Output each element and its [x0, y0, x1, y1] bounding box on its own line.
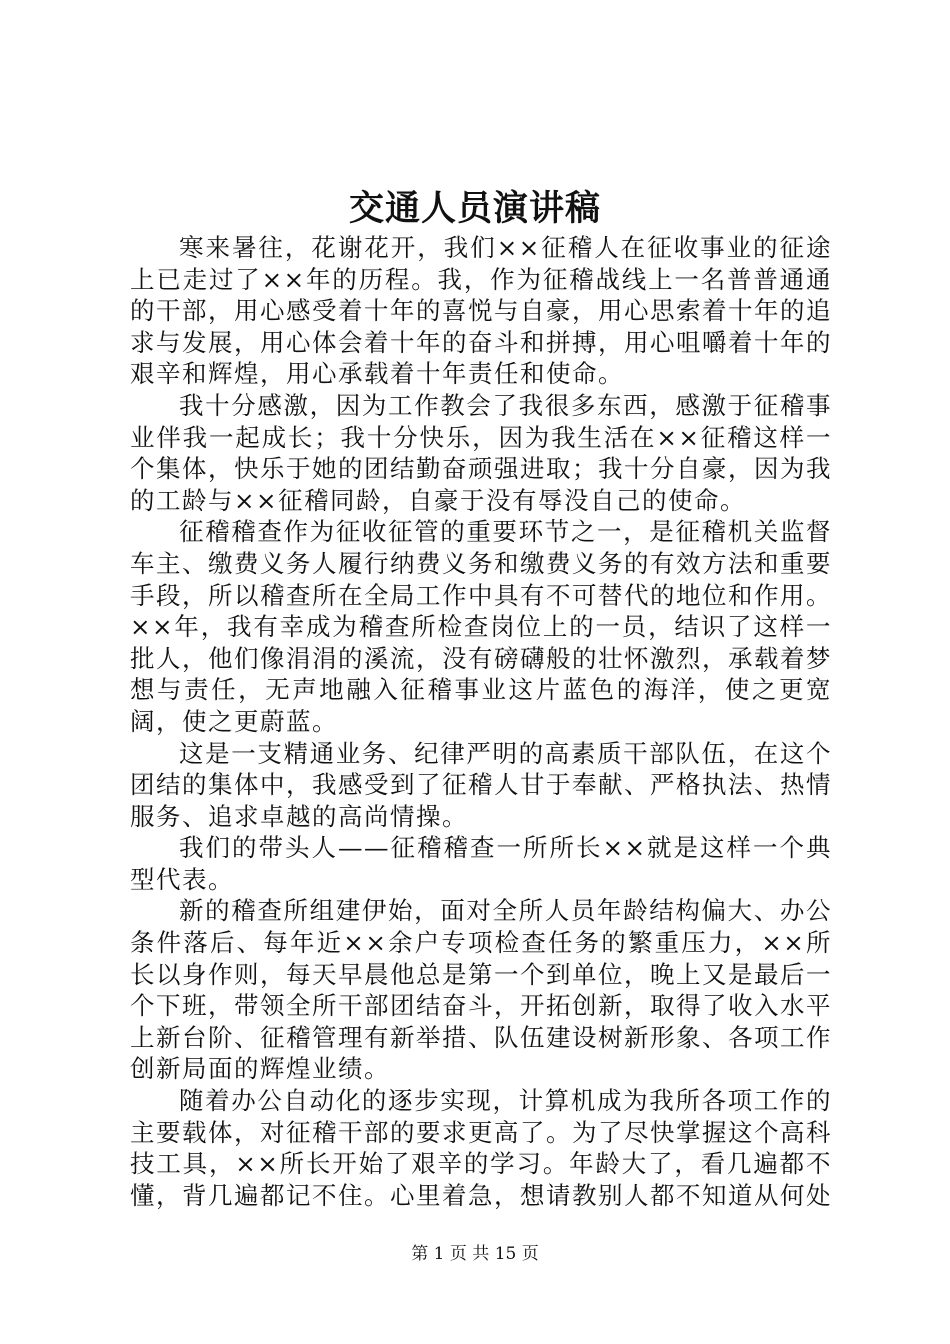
page-title: 交通人员演讲稿	[348, 188, 601, 229]
paragraph-2: 我十分感激，因为工作教会了我很多东西，感激于征稽事业伴我一起成长；我十分快乐，因为我生活在××征稽这样一个集体，快乐于她的团结勤奋顽强进取；我十分自豪，因为我的工龄与××征稽同龄，自豪于没有辱没自己的使命。	[130, 390, 832, 515]
document-body	[130, 232, 832, 1211]
paragraph-5: 我们的带头人——征稽稽查一所所长××就是这样一个典型代表。	[130, 833, 832, 894]
paragraph-3: 征稽稽查作为征收征管的重要环节之一，是征稽机关监督车主、缴费义务人履行纳费义务和缴费义务的有效方法和重要手段，所以稽查所在全局工作中具有不可替代的地位和作用。××年，我有幸成为稽查所检查岗位上的一员，结识了这样一批人，他们像涓涓的溪流，没有磅礴般的壮怀激烈，承载着梦想与责任，无声地融入征稽事业这片蓝色的海洋，使之更宽阔，使之更蔚蓝。	[130, 517, 832, 736]
paragraph-4: 这是一支精通业务、纪律严明的高素质干部队伍，在这个团结的集体中，我感受到了征稽人甘于奉献、严格执法、热情服务、追求卓越的高尚情操。	[130, 738, 832, 831]
paragraph-1: 寒来暑往，花谢花开，我们××征稽人在征收事业的征途上已走过了××年的历程。我，作为征稽战线上一名普普通通的干部，用心感受着十年的喜悦与自豪，用心思索着十年的追求与发展，用心体会着十年的奋斗和拼搏，用心咀嚼着十年的艰辛和辉煌，用心承载着十年责任和使命。	[130, 233, 832, 389]
paragraph-7: 随着办公自动化的逐步实现，计算机成为我所各项工作的主要载体，对征稽干部的要求更高了。为了尽快掌握这个高科技工具，××所长开始了艰辛的学习。年龄大了，看几遍都不懂，背几遍都记不住。心里着急，想请教别人都不知道从何处	[130, 1086, 832, 1210]
paragraph-6: 新的稽查所组建伊始，面对全所人员年龄结构偏大、办公条件落后、每年近××余户专项检查任务的繁重压力，××所长以身作则，每天早晨他总是第一个到单位，晚上又是最后一个下班，带领全所干部团结奋斗，开拓创新，取得了收入水平上新台阶、征稽管理有新举措、队伍建设树新形象、各项工作创新局面的辉煌业绩。	[130, 896, 832, 1084]
page-number-footer: 第 1 页 共 15 页	[411, 1244, 539, 1264]
